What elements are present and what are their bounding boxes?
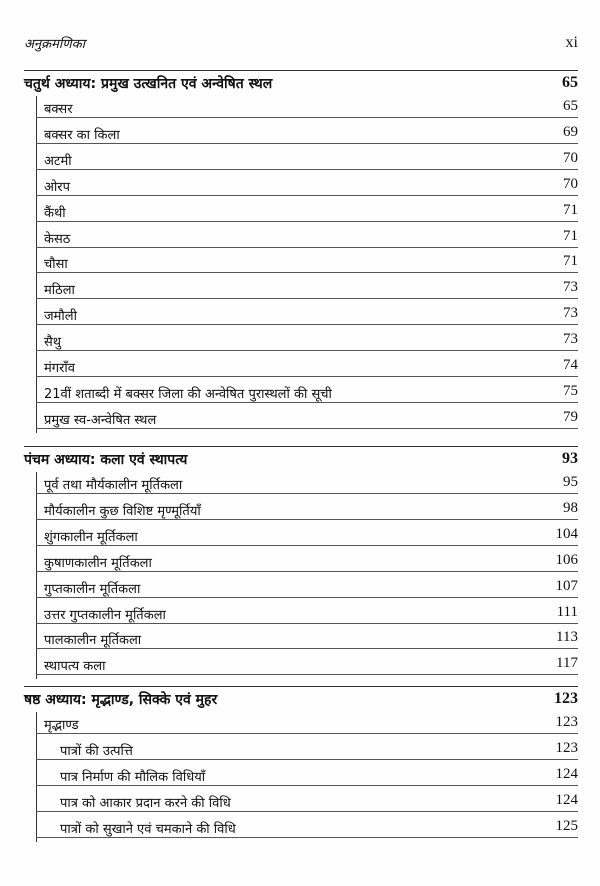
entry-underline xyxy=(36,759,578,760)
toc-entry[interactable] xyxy=(44,303,578,325)
toc-entry[interactable] xyxy=(44,653,578,675)
entry-underline xyxy=(36,519,578,520)
entry-underline xyxy=(36,428,578,429)
entry-page-number: 124 xyxy=(555,791,578,808)
entry-underline xyxy=(36,402,578,403)
chapter-page-number: 93 xyxy=(562,450,578,467)
toc-entry[interactable] xyxy=(44,174,578,196)
entry-page-number: 75 xyxy=(563,382,578,399)
entry-title: प्रमुख स्व-अन्वेषित स्थल xyxy=(44,412,157,428)
entry-underline xyxy=(36,623,578,624)
entry-underline xyxy=(36,545,578,546)
entry-underline xyxy=(36,272,578,273)
entry-page-number: 73 xyxy=(563,331,578,348)
entry-underline xyxy=(36,376,578,377)
entry-title: मृद्भाण्ड xyxy=(44,718,79,733)
entry-bracket-line xyxy=(36,96,37,433)
entry-title: पात्र को आकार प्रदान करने की विधि xyxy=(60,795,231,811)
chapter-heading[interactable] xyxy=(24,70,578,96)
entry-page-number: 106 xyxy=(555,551,578,568)
chapter-title: चतुर्थ अध्याय: प्रमुख उत्खनित एवं अन्वेषित स्थल xyxy=(24,76,273,92)
entry-page-number: 117 xyxy=(556,655,578,672)
entry-title: गुप्तकालीन मूर्तिकला xyxy=(44,581,141,597)
entry-title: पालकालीन मूर्तिकला xyxy=(44,633,142,649)
entry-title: मठिला xyxy=(44,283,75,299)
entry-title: कैंथी xyxy=(44,205,66,221)
chapter-page-number: 65 xyxy=(562,74,578,91)
entry-page-number: 70 xyxy=(563,175,578,192)
running-header xyxy=(24,34,578,58)
toc-entry[interactable] xyxy=(44,251,578,273)
entry-title: बक्सर का किला xyxy=(44,127,120,143)
entry-underline xyxy=(36,324,578,325)
entry-title: उत्तर गुप्तकालीन मूर्तिकला xyxy=(44,607,166,623)
entry-page-number: 124 xyxy=(555,765,578,782)
entry-page-number: 71 xyxy=(563,253,578,270)
entry-page-number: 70 xyxy=(563,149,578,166)
entry-page-number: 71 xyxy=(563,227,578,244)
entry-underline xyxy=(36,221,578,222)
entry-title: ओरप xyxy=(44,179,71,195)
entry-underline xyxy=(36,143,578,144)
entry-page-number: 113 xyxy=(556,629,578,646)
entry-underline xyxy=(36,195,578,196)
entry-underline xyxy=(36,597,578,598)
chapter-title: पंचम अध्याय: कला एवं स्थापत्य xyxy=(24,452,188,468)
entry-underline xyxy=(36,733,578,734)
entry-title: मंगराँव xyxy=(44,361,76,376)
entry-page-number: 125 xyxy=(555,817,578,834)
entry-title: केसठ xyxy=(44,231,71,247)
toc-entry[interactable] xyxy=(44,122,578,144)
entry-page-number: 65 xyxy=(563,98,578,114)
toc-entry[interactable] xyxy=(44,407,578,429)
entry-underline xyxy=(36,350,578,351)
toc-entry[interactable] xyxy=(44,226,578,248)
entry-page-number: 95 xyxy=(563,474,578,490)
entry-page-number: 73 xyxy=(563,279,578,296)
toc-entry[interactable] xyxy=(44,329,578,351)
toc-entry[interactable] xyxy=(44,381,578,403)
toc-entry[interactable] xyxy=(44,550,578,572)
entry-page-number: 71 xyxy=(563,201,578,218)
chapter-heading[interactable] xyxy=(24,446,578,472)
entry-title: 21वीं शताब्दी में बक्सर जिला की अन्वेषित पुरास्थलों की सूची xyxy=(44,386,332,402)
chapter-page-number: 123 xyxy=(554,690,578,707)
entry-title: मौर्यकालीन कुछ विशिष्ट मृण्मूर्तियाँ xyxy=(44,503,201,519)
entry-page-number: 73 xyxy=(563,305,578,322)
toc-subentry[interactable] xyxy=(60,738,578,760)
toc-entry[interactable] xyxy=(44,712,578,734)
toc-entry[interactable] xyxy=(44,96,578,118)
toc-entry[interactable] xyxy=(44,498,578,520)
entry-page-number: 111 xyxy=(556,603,578,620)
entry-page-number: 69 xyxy=(563,123,578,140)
entry-title: कुषाणकालीन मूर्तिकला xyxy=(44,555,152,571)
entry-page-number: 123 xyxy=(555,714,578,730)
toc-subentry[interactable] xyxy=(60,764,578,786)
entry-bracket-line xyxy=(36,712,37,842)
entry-underline xyxy=(36,298,578,299)
entry-title: स्थापत्य कला xyxy=(44,659,106,675)
toc-subentry[interactable] xyxy=(60,816,578,838)
entry-page-number: 98 xyxy=(563,499,578,516)
entry-title: जमौली xyxy=(44,309,77,325)
entry-underline xyxy=(36,837,578,838)
entry-underline xyxy=(36,785,578,786)
entry-title: पात्रों को सुखाने एवं चमकाने की विधि xyxy=(60,821,236,837)
entry-underline xyxy=(36,493,578,494)
toc-entry[interactable] xyxy=(44,472,578,494)
running-header-page-number: xi xyxy=(565,34,578,51)
entry-title: चौसा xyxy=(44,257,68,273)
entry-underline xyxy=(36,674,578,675)
toc-entry[interactable] xyxy=(44,524,578,546)
entry-title: अटमी xyxy=(44,153,72,169)
toc-subentry[interactable] xyxy=(60,790,578,812)
toc-entry[interactable] xyxy=(44,200,578,222)
entry-underline xyxy=(36,247,578,248)
entry-underline xyxy=(36,648,578,649)
entry-title: पूर्व तथा मौर्यकालीन मूर्तिकला xyxy=(44,478,183,493)
chapter-heading[interactable] xyxy=(24,686,578,712)
entry-title: शुंगकालीन मूर्तिकला xyxy=(44,529,138,545)
entry-title: पात्र निर्माण की मौलिक विधियाँ xyxy=(60,769,206,785)
toc-entry[interactable] xyxy=(44,148,578,170)
toc-entry[interactable] xyxy=(44,277,578,299)
running-header-title: अनुक्रमणिका xyxy=(24,37,86,52)
toc-entry[interactable] xyxy=(44,627,578,649)
entry-underline xyxy=(36,117,578,118)
chapter-title: षष्ठ अध्याय: मृद्भाण्ड, सिक्के एवं मुहर xyxy=(24,692,218,708)
entry-title: पात्रों की उत्पत्ति xyxy=(60,743,133,759)
toc-entry[interactable] xyxy=(44,355,578,377)
toc-entry[interactable] xyxy=(44,576,578,598)
entry-underline xyxy=(36,571,578,572)
toc-entry[interactable] xyxy=(44,602,578,624)
entry-title: बक्सर xyxy=(44,102,73,117)
entry-page-number: 74 xyxy=(563,357,578,373)
entry-page-number: 107 xyxy=(555,577,578,594)
entry-underline xyxy=(36,169,578,170)
entry-title: सैथु xyxy=(44,335,62,351)
entry-page-number: 79 xyxy=(563,408,578,425)
entry-underline xyxy=(36,811,578,812)
entry-page-number: 104 xyxy=(555,525,578,542)
entry-page-number: 123 xyxy=(555,739,578,756)
